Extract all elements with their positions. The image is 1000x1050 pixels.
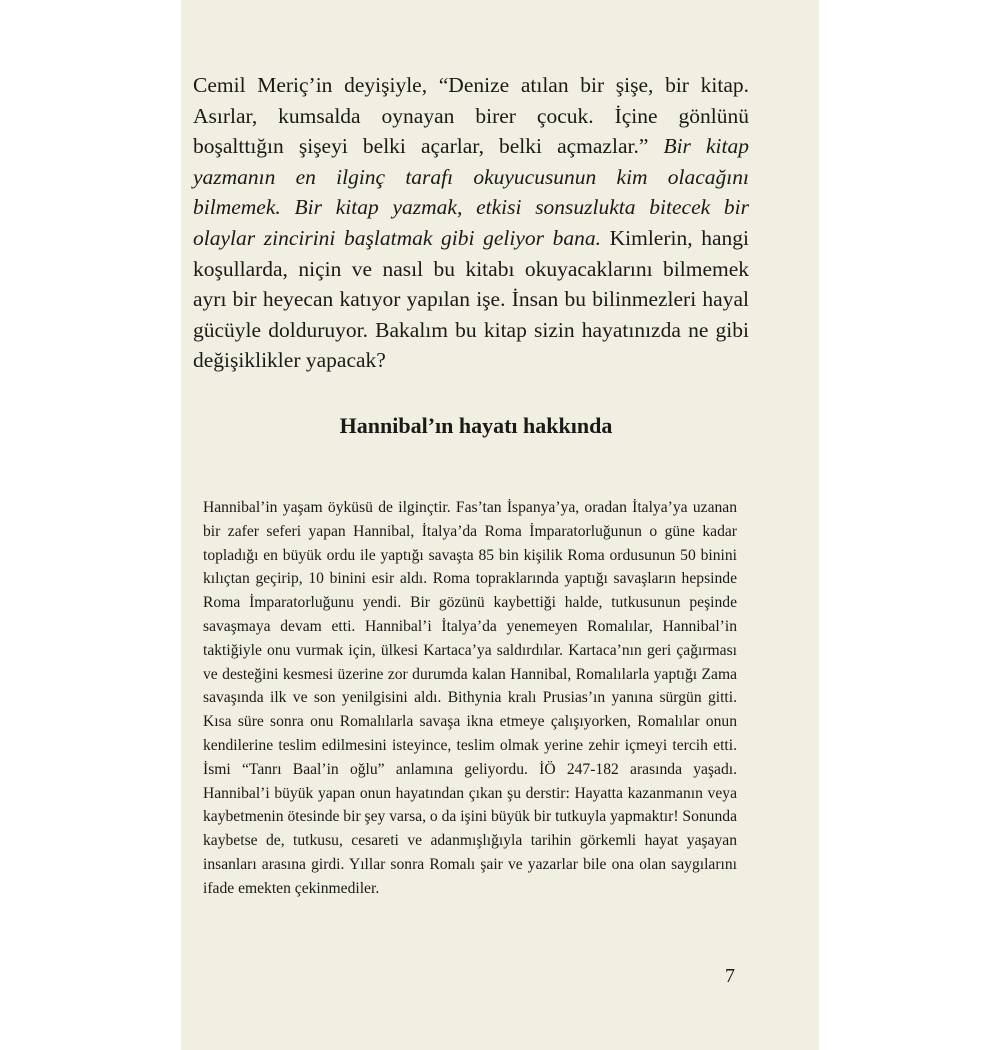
intro-paragraph: [193, 70, 749, 376]
book-page: [181, 0, 819, 1050]
page-number: 7: [725, 965, 735, 987]
section-body: Hannibal’in yaşam öyküsü de ilginçtir. Fas’tan İspanya’ya, oradan İtalya’ya uzanan bir zafer seferi yapan Hannibal, İtalya’da Roma İmparatorluğunun o güne kadar topladığı en büyük ordu ile yaptığı savaşta 85 bin kişilik Roma ordusunun 50 binini kılıçtan geçirip, 10 binini esir aldı. Roma topraklarında yaptığı savaşların hepsinde Roma İmparatorluğunu yendi. Bir gözünü kaybettiği halde, tutkusunun peşinde savaşmaya devam etti. Hannibal’i İtalya’da yenemeyen Romalılar, Hannibal’in taktiğiyle onu vurmak için, ülkesi Kartaca’ya saldırdılar. Kartaca’nın geri çağırması ve desteğini kesmesi üzerine zor durumda kalan Hannibal, Romalılarla yaptığı Zama savaşında ilk ve son yenilgisini aldı. Bithynia kralı Prusias’ın yanına sürgün gitti. Kısa süre sonra onu Romalılarla savaşa ikna etmeye çalışıyorken, Romalılar onun kendilerine teslim edilmesini isteyince, teslim olmak yerine zehir içmeyi tercih etti. İsmi “Tanrı Baal’in oğlu” anlamına geliyordu. İÖ 247-182 arasında yaşadı. Hannibal’i büyük yapan onun hayatından çıkan şu derstir: Hayatta kazanmanın veya kaybetmenin ötesinde bir şey varsa, o da işini büyük bir tutkuyla yapmaktır! Sonunda kaybetse de, tutkusu, cesareti ve adanmışlığıyla tarihin görkemli hayat yaşayan insanları arasına girdi. Yıllar sonra Romalı şair ve yazarlar bile ona olan saygılarını ifade emekten çekinmediler.: [203, 499, 737, 897]
section-heading: Hannibal’ın hayatı hakkında: [339, 413, 613, 438]
intro-text-1: Cemil Meriç’in deyişiyle, “Denize atılan bir şişe, bir kitap. Asırlar, kumsalda oynayan birer çocuk. İçine gönlünü boşalttığın şişeyi belki açarlar, belki açmazlar.”: [193, 73, 749, 159]
intro-italic-text: Bir kitap yazmanın en ilginç tarafı okuyucusunun kim olacağını bilmemek. Bir kitap yazmak, etkisi sonsuzlukta bitecek bir olaylar zincirini başlatmak gibi geliyor bana.: [193, 134, 749, 250]
intro-text-2: Kimlerin, hangi koşullarda, niçin ve nasıl bu kitabı okuyacaklarını bilmemek ayrı bir heyecan katıyor yapılan işe. İnsan bu bilinmezleri hayal gücüyle dolduruyor. Bakalım bu kitap sizin hayatınızda ne gibi değişiklikler yapacak?: [193, 225, 749, 373]
